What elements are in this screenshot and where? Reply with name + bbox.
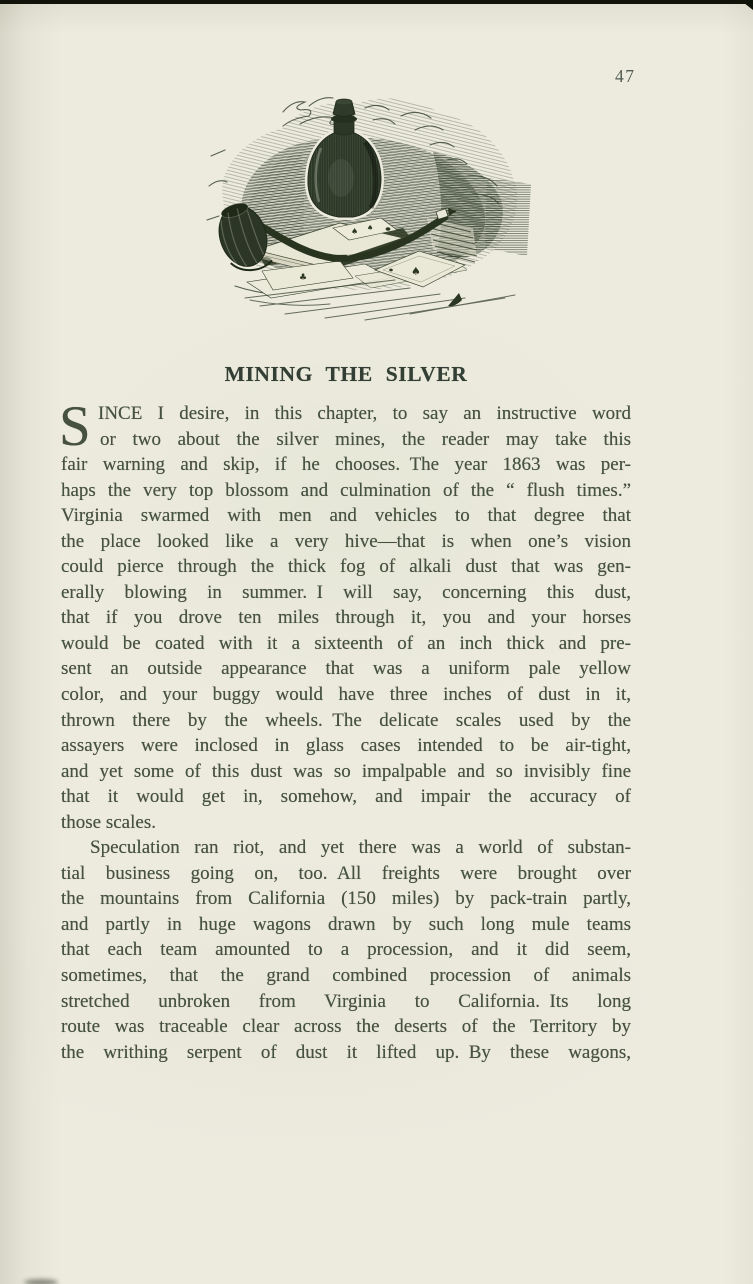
text-line: sent an outside appearance that was a uniform pale yellow bbox=[61, 658, 631, 680]
text-line: that each team amounted to a procession, and it did seem, bbox=[61, 939, 631, 961]
text-line: the mountains from California (150 miles) by pack-train partly, bbox=[61, 888, 631, 910]
svg-text:♠: ♠ bbox=[367, 224, 374, 232]
text-line: color, and your buggy would have three inches of dust in it, bbox=[61, 684, 631, 706]
text-line: or two about the silver mines, the reader may take this bbox=[100, 428, 631, 450]
scan-bottom-smudge bbox=[24, 1279, 58, 1284]
text-line: would be coated with it a sixteenth of an inch thick and pre- bbox=[61, 632, 631, 654]
text-line: the writhing serpent of dust it lifted up. By these wagons, bbox=[61, 1041, 631, 1063]
chapter-body-text bbox=[59, 395, 631, 1065]
text-line: that if you drove ten miles through it, you and your horses bbox=[61, 607, 631, 629]
text-line: Speculation ran riot, and yet there was a world of substan- bbox=[90, 837, 631, 859]
text-line: Virginia swarmed with men and vehicles to that degree that bbox=[61, 505, 631, 527]
text-line: sometimes, that the grand combined procession of animals bbox=[61, 965, 631, 987]
text-line: the place looked like a very hive—that is when one’s vision bbox=[61, 530, 631, 552]
chapter-headpiece-illustration bbox=[205, 90, 535, 327]
scan-top-edge bbox=[0, 0, 753, 4]
text-line: could pierce through the thick fog of alkali dust that was gen- bbox=[61, 556, 631, 578]
text-line: tial business going on, too. All freights were brought over bbox=[61, 862, 631, 884]
svg-text:♠: ♠ bbox=[411, 265, 421, 278]
chapter-title: MINING THE SILVER bbox=[224, 362, 468, 386]
page-number: 47 bbox=[615, 66, 636, 86]
text-line: route was traceable clear across the deserts of the Territory by bbox=[61, 1016, 631, 1038]
svg-text:♠: ♠ bbox=[351, 227, 359, 236]
text-line: haps the very top blossom and culmination of the “ flush times.” bbox=[61, 479, 631, 501]
bottle-pipe-cards-engraving bbox=[205, 90, 535, 327]
svg-text:♣: ♣ bbox=[299, 273, 308, 283]
text-line: and partly in huge wagons drawn by such long mule teams bbox=[61, 913, 631, 935]
text-line: stretched unbroken from Virginia to California. Its long bbox=[61, 990, 631, 1012]
text-line: thrown there by the wheels. The delicate scales used by the bbox=[61, 709, 631, 731]
text-line: erally blowing in summer. I will say, concerning this dust, bbox=[61, 581, 631, 603]
text-line: and yet some of this dust was so impalpable and so invisibly fine bbox=[61, 760, 631, 782]
text-line: those scales. bbox=[61, 811, 156, 833]
text-line: that it would get in, somehow, and impair the accuracy of bbox=[61, 786, 631, 808]
text-line: assayers were inclosed in glass cases intended to be air-tight, bbox=[61, 735, 631, 757]
drop-cap: S bbox=[59, 395, 91, 458]
text-line: fair warning and skip, if he chooses. The year 1863 was per- bbox=[61, 454, 631, 476]
text-line: INCE I desire, in this chapter, to say an instructive word bbox=[98, 403, 631, 424]
